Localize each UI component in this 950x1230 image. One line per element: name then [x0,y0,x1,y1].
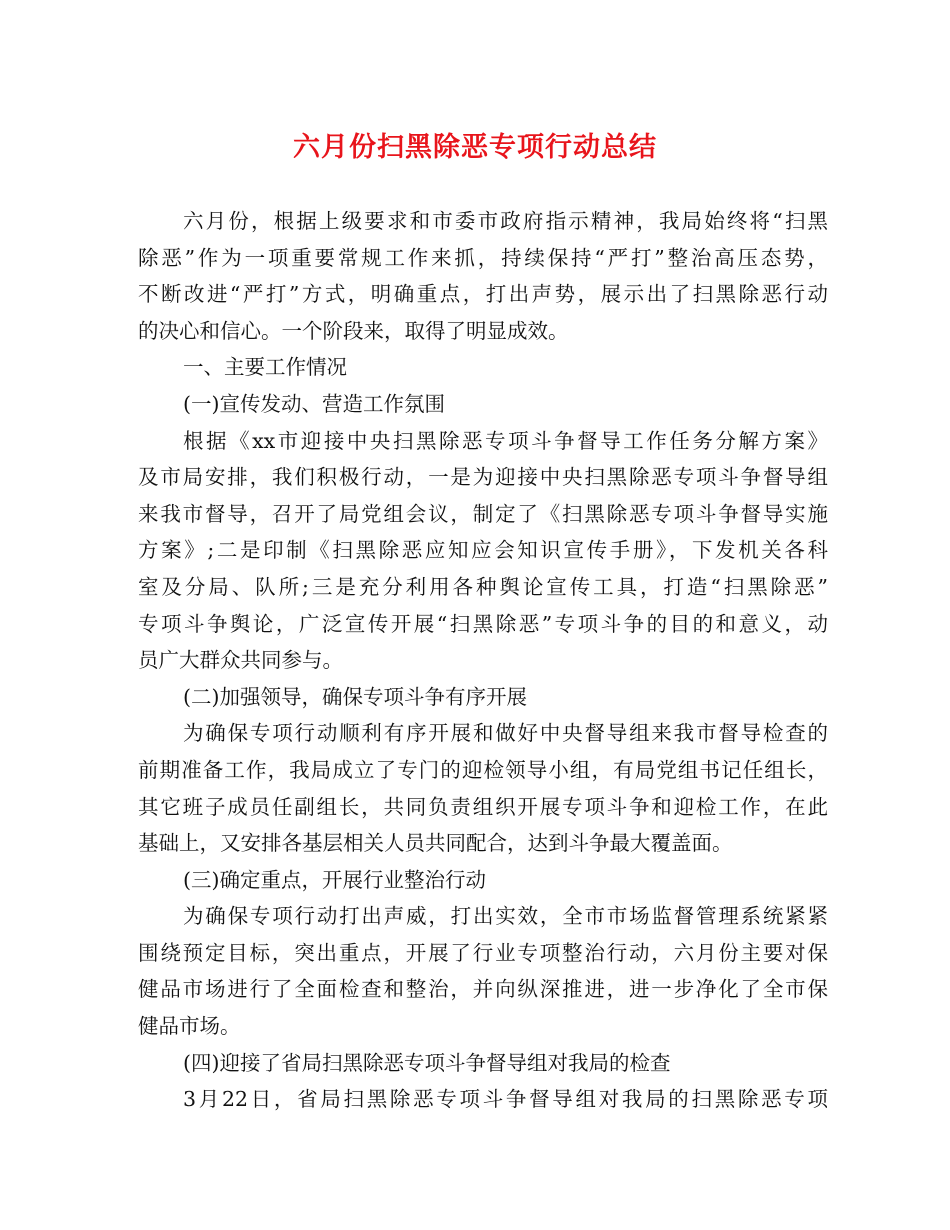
text-line: 来我市督导，召开了局党组会议，制定了《扫黑除恶专项斗争督导实施 [138,501,828,526]
text-line: 除恶”作为一项重要常规工作来抓，持续保持“严打”整治高压态势， [138,245,828,270]
text-line: 围绕预定目标，突出重点，开展了行业专项整治行动，六月份主要对保 [138,940,828,965]
text-line: 健品市场。 [138,1014,241,1039]
document-body [138,203,828,1118]
text-line: 前期准备工作，我局成立了专门的迎检领导小组，有局党组书记任组长， [138,757,828,782]
text-line: 基础上，又安排各基层相关人员共同配合，达到斗争最大覆盖面。 [138,831,733,856]
text-line: 健品市场进行了全面检查和整治，并向纵深推进，进一步净化了全市保 [138,977,828,1002]
text-line: 专项斗争舆论，广泛宣传开展“扫黑除恶”专项斗争的目的和意义，动 [138,611,828,636]
text-line: 及市局安排，我们积极行动，一是为迎接中央扫黑除恶专项斗争督导组 [138,465,828,490]
text-line: 六月份，根据上级要求和市委市政府指示精神，我局始终将“扫黑 [183,209,828,233]
text-line: 为确保专项行动打出声威，打出实效，全市市场监督管理系统紧紧 [183,904,828,929]
text-line: (一)宣传发动、营造工作氛围 [183,391,445,416]
text-line: 一、主要工作情况 [183,355,347,380]
text-line: 根据《xx市迎接中央扫黑除恶专项斗争督导工作任务分解方案》 [183,428,828,453]
text-line: (二)加强领导，确保专项斗争有序开展 [183,684,527,709]
document-title: 六月份扫黑除恶专项行动总结 [293,132,657,163]
text-line: 室及分局、队所;三是充分利用各种舆论宣传工具，打造“扫黑除恶” [138,574,828,599]
text-line: 的决心和信心。一个阶段来，取得了明显成效。 [138,318,569,343]
text-line: 为确保专项行动顺利有序开展和做好中央督导组来我市督导检查的 [183,721,828,746]
text-line: 员广大群众共同参与。 [138,648,343,673]
text-line: 不断改进“严打”方式，明确重点，打出声势，展示出了扫黑除恶行动 [138,282,828,307]
text-line: 其它班子成员任副组长，共同负责组织开展专项斗争和迎检工作，在此 [138,794,828,819]
text-line: (三)确定重点，开展行业整治行动 [183,867,486,892]
text-line: 方案》;二是印制《扫黑除恶应知应会知识宣传手册》，下发机关各科 [138,538,828,563]
text-line: (四)迎接了省局扫黑除恶专项斗争督导组对我局的检查 [183,1050,671,1075]
text-line: 3月22日，省局扫黑除恶专项斗争督导组对我局的扫黑除恶专项 [183,1087,828,1112]
